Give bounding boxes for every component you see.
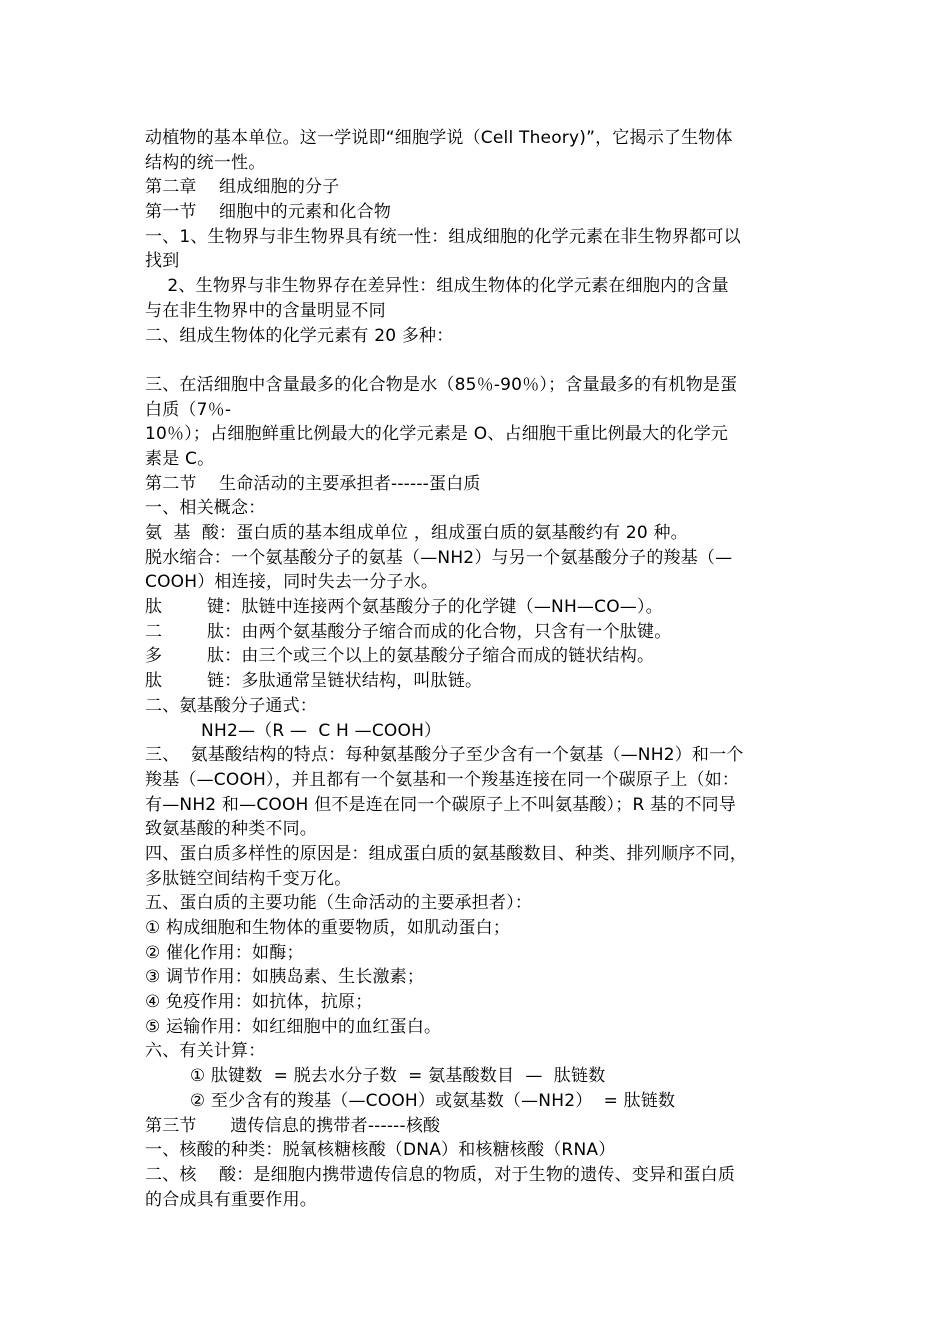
text-line: 一、核酸的种类：脱氧核糖核酸（DNA）和核糖核酸（RNA） — [145, 1140, 616, 1161]
text-line: 二、氨基酸分子通式： — [145, 695, 317, 716]
text-line: COOH）相连接，同时失去一分子水。 — [145, 572, 439, 593]
list-item: ① 构成细胞和生物体的重要物质，如肌动蛋白； — [145, 918, 511, 938]
list-item: ② 催化作用：如酶； — [145, 942, 304, 963]
text-line: 素是 C。 — [145, 448, 215, 469]
text-line: 一、相关概念： — [145, 498, 266, 519]
blank-line — [145, 348, 810, 373]
document-body — [145, 126, 810, 1212]
text-line: 10％）；占细胞鲜重比例最大的化学元素是 O、占细胞干重比例最大的化学元 — [145, 424, 729, 445]
chapter-heading: 第二章 组成细胞的分子 — [145, 177, 340, 198]
definition-line: 二 肽：由两个氨基酸分子缩合而成的化合物，只含有一个肽键。 — [145, 621, 672, 642]
text-line: 找到 — [145, 251, 180, 272]
list-item: ④ 免疫作用：如抗体，抗原； — [145, 992, 373, 1013]
text-line: 多肽链空间结构千变万化。 — [145, 868, 352, 889]
text-line: 六、有关计算： — [145, 1041, 266, 1062]
text-line: 三、在活细胞中含量最多的化合物是水（85％-90％）；含量最多的有机物是蛋 — [145, 374, 738, 395]
text-line: 三、 氨基酸结构的特点：每种氨基酸分子至少含有一个氨基（—NH2）和一个 — [145, 745, 744, 766]
text-line: 白质（7％- — [145, 399, 232, 420]
section-heading: 第二节 生命活动的主要承担者------蛋白质 — [145, 473, 481, 494]
text-line: 致氨基酸的种类不同。 — [145, 819, 317, 840]
text-line: 四、蛋白质多样性的原因是：组成蛋白质的氨基酸数目、种类、排列顺序不同， — [145, 843, 747, 864]
list-item: ⑤ 运输作用：如红细胞中的血红蛋白。 — [145, 1016, 442, 1037]
definition-line: 肽 链：多肽通常呈链状结构，叫肽链。 — [145, 671, 483, 692]
text-line: 二、核 酸：是细胞内携带遗传信息的物质，对于生物的遗传、变异和蛋白质 — [145, 1164, 736, 1185]
text-line: 一、1、生物界与非生物界具有统一性：组成细胞的化学元素在非生物界都可以 — [145, 226, 741, 247]
formula-line: NH2—（R — C H —COOH） — [145, 720, 442, 741]
text-line: 羧基（—COOH），并且都有一个氨基和一个羧基连接在同一个碳原子上（如： — [145, 769, 740, 790]
formula-line: ② 至少含有的羧基（—COOH）或氨基数（—NH2） = 肽链数 — [145, 1090, 676, 1111]
definition-line: 多 肽：由三个或三个以上的氨基酸分子缩合而成的链状结构。 — [145, 646, 655, 667]
definition-line: 肽 键：肽链中连接两个氨基酸分子的化学键（—NH—CO—）。 — [145, 597, 663, 618]
definition-line: 脱水缩合：一个氨基酸分子的氨基（—NH2）与另一个氨基酸分子的羧基（— — [145, 547, 733, 568]
formula-line: ① 肽键数 = 脱去水分子数 = 氨基酸数目 — 肽链数 — [145, 1066, 606, 1087]
text-line: 结构的统一性。 — [145, 152, 266, 173]
text-line: 五、蛋白质的主要功能（生命活动的主要承担者）： — [145, 893, 533, 914]
definition-line: 氨 基 酸：蛋白质的基本组成单位 ，组成蛋白质的氨基酸约有 20 种。 — [145, 523, 688, 543]
list-item: ③ 调节作用：如胰岛素、生长激素； — [145, 967, 425, 988]
text-line: 与在非生物界中的含量明显不同 — [145, 300, 386, 321]
text-line: 二、组成生物体的化学元素有 20 多种： — [145, 325, 454, 346]
section-heading: 第三节 遗传信息的携带者------核酸 — [145, 1115, 441, 1136]
text-line: 的合成具有重要作用。 — [145, 1189, 317, 1210]
text-line: 有—NH2 和—COOH 但不是连在同一个碳原子上不叫氨基酸）；R 基的不同导 — [145, 794, 737, 815]
text-line: 动植物的基本单位。这一学说即“细胞学说（Cell Theory)”，它揭示了生物体 — [145, 128, 733, 148]
text-line: 2、生物界与非生物界存在差异性：组成生物体的化学元素在细胞内的含量 — [145, 276, 729, 297]
section-heading: 第一节 细胞中的元素和化合物 — [145, 202, 392, 223]
